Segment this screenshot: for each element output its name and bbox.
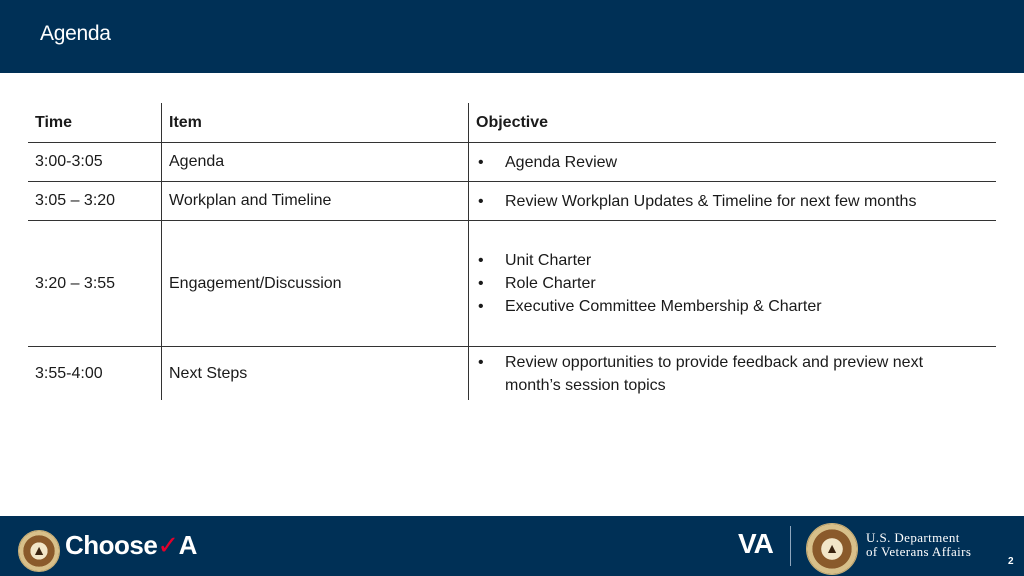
cell-objective	[469, 347, 997, 401]
choose-va-logo: Choose✓A	[65, 530, 197, 560]
table-row	[28, 221, 996, 347]
cell-objective	[469, 143, 997, 182]
objective-item: • Executive Committee Membership & Charter	[476, 295, 996, 318]
objective-item: • Agenda Review	[476, 151, 996, 174]
va-logo: VA	[738, 528, 773, 559]
column-header-time: Time	[35, 113, 73, 131]
eagle-icon: ▲	[32, 542, 46, 558]
page-title: Agenda	[40, 22, 111, 45]
column-header-objective: Objective	[469, 103, 997, 143]
column-header-item: Item	[162, 103, 469, 143]
eagle-icon: ▲	[825, 540, 839, 556]
bullet-icon: •	[478, 353, 484, 371]
cell-item: Next Steps	[162, 347, 469, 401]
header-bar	[0, 0, 1024, 73]
cell-time: 3:00-3:05	[35, 153, 103, 170]
department-name: U.S. Department of Veterans Affairs	[866, 530, 972, 559]
va-seal-icon	[18, 530, 60, 572]
objective-list	[476, 151, 996, 174]
logo-divider	[790, 526, 791, 566]
objective-list	[476, 190, 996, 213]
cell-objective	[469, 182, 997, 221]
table-row	[28, 347, 996, 401]
objective-item: • Review Workplan Updates & Timeline for next few months	[476, 190, 996, 213]
page-number: 2	[1008, 556, 1014, 567]
cell-objective	[469, 221, 997, 347]
table-row	[28, 182, 996, 221]
bullet-icon: •	[478, 192, 484, 210]
table-header-row	[28, 103, 996, 143]
objective-item: • Unit Charter	[476, 249, 996, 272]
objective-item: • Review opportunities to provide feedback and preview next month’s session topics	[476, 351, 975, 397]
objective-list	[476, 249, 996, 318]
bullet-icon: •	[478, 252, 484, 269]
cell-item: Workplan and Timeline	[162, 182, 469, 221]
bullet-icon: •	[478, 275, 484, 292]
bullet-icon: •	[478, 298, 484, 315]
cell-item: Engagement/Discussion	[162, 221, 469, 347]
cell-item: Agenda	[162, 143, 469, 182]
cell-time: 3:20 – 3:55	[35, 274, 116, 292]
objective-item: • Role Charter	[476, 272, 996, 295]
cell-time: 3:55-4:00	[35, 364, 103, 382]
table-row	[28, 143, 996, 182]
objective-list	[476, 351, 996, 397]
cell-time: 3:05 – 3:20	[35, 192, 116, 209]
checkmark-icon: ✓	[157, 530, 179, 560]
bullet-icon: •	[478, 153, 484, 171]
agenda-table	[28, 103, 996, 400]
department-seal-icon	[806, 523, 858, 575]
